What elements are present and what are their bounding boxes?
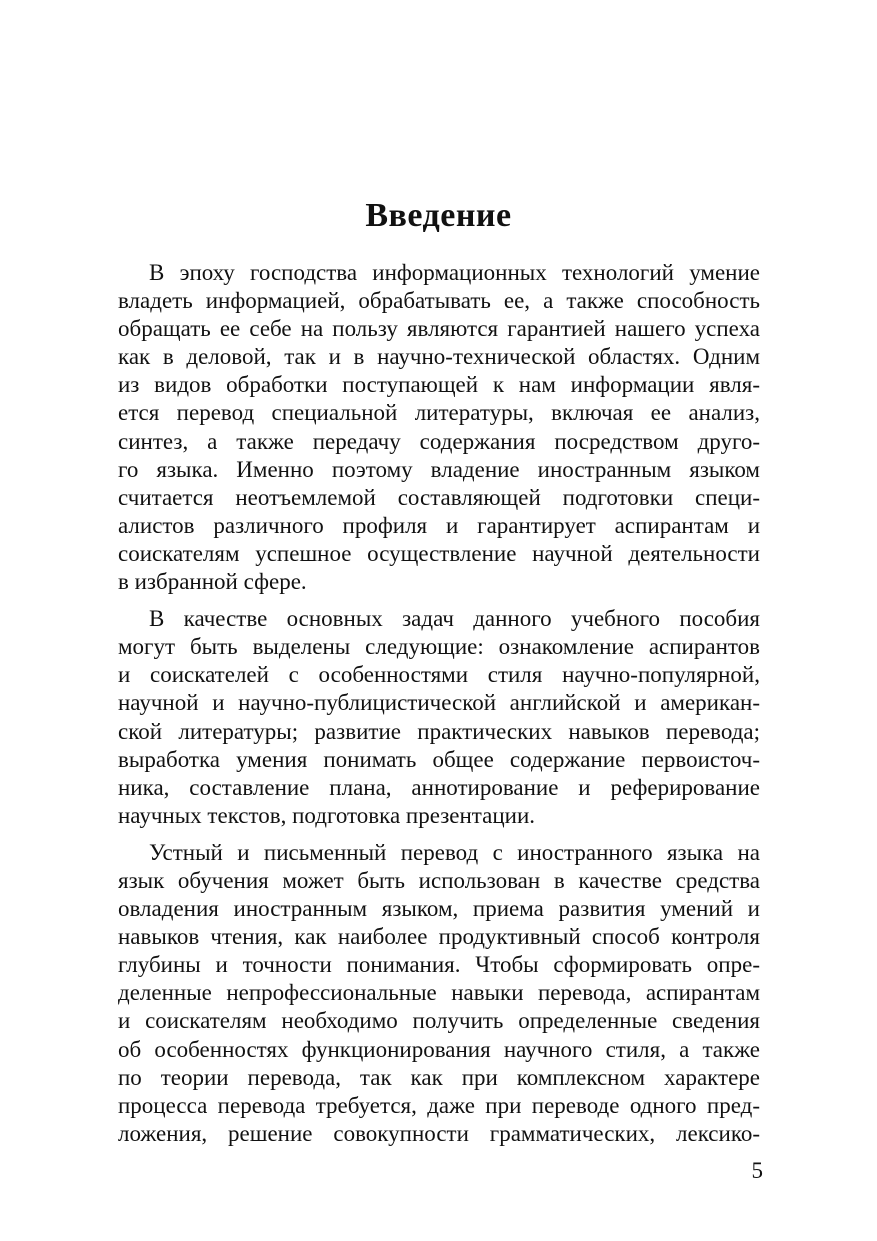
text-line: овладения иностранным языком, приема развития умений и [118,896,760,922]
text-line: об особенностях функционирования научного стиля, а также [118,1036,760,1062]
text-line: соискателям успешное осуществление научной деятельности [118,540,760,566]
paragraph-3 [118,839,760,1148]
text-line: в избранной сфере. [118,569,307,595]
text-line: из видов обработки поступающей к нам информации явля- [118,372,760,398]
paragraph-gap [118,596,760,605]
text-line: обращать ее себе на пользу являются гарантией нашего успеха [118,316,760,342]
text-line: синтез, а также передачу содержания посредством друго- [118,428,760,454]
text-line: по теории перевода, так как при комплексном характере [118,1064,760,1090]
paragraph-gap [118,830,760,839]
paragraph-2 [118,605,760,830]
text-line: ника, составление плана, аннотирование и реферирование [118,774,760,800]
text-line: выработка умения понимать общее содержание первоисточ- [118,746,760,772]
text-line: и соискателям необходимо получить определенные сведения [118,1008,760,1034]
text-line: как в деловой, так и в научно-технической областях. Одним [118,344,760,370]
text-line: В качестве основных задач данного учебного пособия [149,606,760,632]
text-line: В эпоху господства информационных технологий умение [149,260,760,285]
text-line: деленные непрофессиональные навыки перевода, аспирантам [118,980,760,1006]
body-text [118,259,760,1148]
text-line: глубины и точности понимания. Чтобы сформировать опре- [118,952,760,978]
text-line: считается неотъемлемой составляющей подготовки специ- [118,484,760,510]
text-line: владеть информацией, обрабатывать ее, а также способность [118,288,760,314]
text-line: могут быть выделены следующие: ознакомление аспирантов [118,634,760,660]
text-line: навыков чтения, как наиболее продуктивный способ контроля [118,924,760,950]
text-line: и соискателей с особенностями стиля научно-популярной, [118,662,760,688]
page-title: Введение [365,197,512,234]
paragraph-1 [118,259,760,596]
text-line: го языка. Именно поэтому владение иностранным языком [118,456,760,482]
page-number: 5 [751,1158,763,1183]
text-line: научной и научно-публицистической английской и американ- [118,690,760,716]
text-line: ской литературы; развитие практических навыков перевода; [118,718,760,744]
text-line: ложения, решение совокупности грамматических, лексико- [118,1120,760,1146]
text-line: Устный и письменный перевод с иностранного языка на [149,839,760,865]
text-line: научных текстов, подготовка презентации. [118,802,536,828]
text-line: процесса перевода требуется, даже при переводе одного пред- [118,1092,760,1118]
text-line: алистов различного профиля и гарантирует аспирантам и [118,512,760,538]
text-line: ется перевод специальной литературы, включая ее анализ, [118,400,760,426]
text-line: язык обучения может быть использован в качестве средства [118,867,760,893]
